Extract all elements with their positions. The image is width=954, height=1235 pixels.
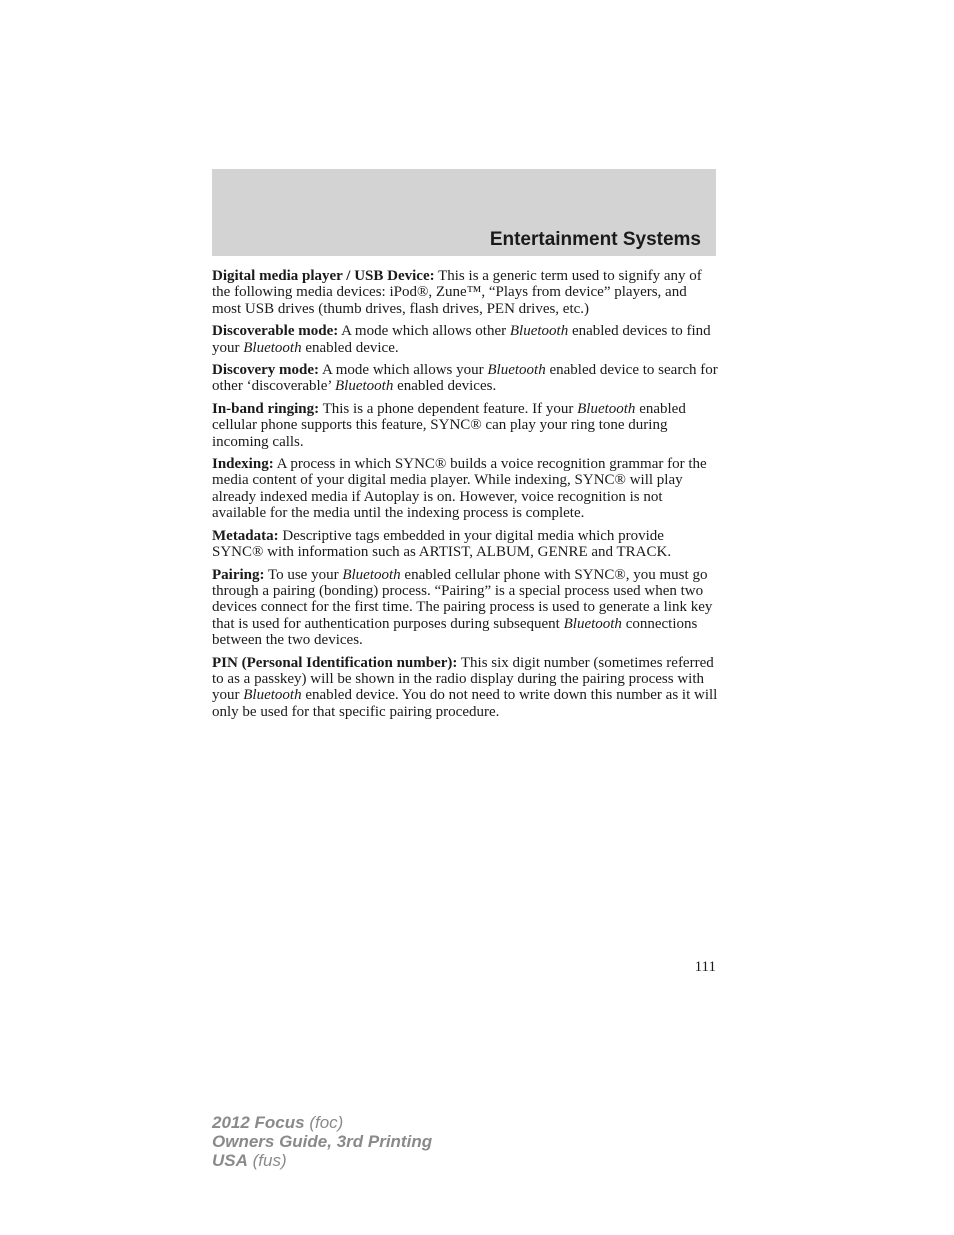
glossary-term: Pairing: [212,566,265,583]
glossary-content [212,268,718,726]
section-title: Entertainment Systems [489,229,701,250]
glossary-italic-term: Bluetooth [335,378,394,395]
glossary-definition-text: To use your [264,566,343,583]
glossary-definition-text: enabled device. [301,339,399,356]
glossary-definition-text: enabled cellular phone with SYNC®, you must go through a pairing (bonding) process. “Pairing” is a special process used when two devices connect for the first time. The pairing process is used to generate a link key that is used for authentication purposes during subsequent [212,566,713,632]
page-number: 111 [694,959,716,975]
footer-market: USA [212,1151,248,1170]
footer-line-market [212,1151,432,1170]
glossary-term: Discovery mode: [212,362,320,379]
glossary-entry [212,401,718,450]
footer-line-model [212,1113,432,1132]
glossary-definition-text: A mode which allows other [338,323,510,340]
document-footer [212,1113,432,1170]
section-header-band [212,169,716,256]
glossary-definition-text: This six digit number (sometimes referred to as a passkey) will be shown in the radio display during the pairing process with your [212,654,714,704]
footer-line-guide [212,1132,432,1151]
footer-market-code: (fus) [247,1151,287,1170]
glossary-term: In-band ringing: [212,400,320,417]
glossary-entry [212,456,718,522]
glossary-definition-text: enabled device. You do not need to write down this number as it will only be used for that specific pairing procedure. [212,687,718,720]
glossary-term: PIN (Personal Identification number): [212,654,458,671]
glossary-italic-term: Bluetooth [563,615,622,632]
glossary-term: Digital media player / USB Device: [212,268,435,284]
glossary-italic-term: Bluetooth [342,566,401,583]
glossary-italic-term: Bluetooth [509,323,569,340]
glossary-definition-text: A mode which allows your [319,362,488,379]
glossary-term: Metadata: [212,527,279,544]
glossary-definition-text: This is a phone dependent feature. If your [319,400,578,417]
glossary-italic-term: Bluetooth [243,687,302,704]
glossary-definition-text: enabled device to search for other ‘discoverable’ [212,362,718,395]
glossary-definition-text: Descriptive tags embedded in your digital media which provide SYNC® with information such as ARTIST, ALBUM, GENRE and TRACK. [212,527,672,561]
glossary-definition-text: This is a generic term used to signify any of the following media devices: iPod®, Zune™, “Plays from device” players, and most USB drives (thumb drives, flash drives, PEN drives, etc.) [212,268,702,317]
glossary-definition-text: enabled devices. [393,378,497,395]
glossary-definition-text: connections between the two devices. [212,615,698,649]
glossary-entry [212,268,718,317]
footer-guide: Owners Guide, 3rd Printing [212,1132,433,1151]
glossary-definition-text: enabled devices to find your [212,323,711,356]
footer-model-code: (foc) [304,1113,344,1132]
glossary-entry [212,528,718,561]
glossary-term: Discoverable mode: [212,323,339,340]
glossary-italic-term: Bluetooth [487,362,546,379]
glossary-definition-text: enabled cellular phone supports this feature, SYNC® can play your ring tone during incoming calls. [212,400,686,450]
glossary-definition-text: A process in which SYNC® builds a voice recognition grammar for the media content of your digital media player. While indexing, SYNC® will play already indexed media if Autoplay is on. However, voice recognition is not available for the media until the indexing process is complete. [212,456,707,522]
glossary-entry [212,323,718,356]
glossary-entry [212,655,718,721]
footer-model: 2012 Focus [212,1113,305,1132]
glossary-italic-term: Bluetooth [577,400,636,417]
glossary-entry [212,362,718,395]
glossary-entry [212,567,718,649]
glossary-term: Indexing: [212,456,274,473]
glossary-italic-term: Bluetooth [243,339,302,356]
